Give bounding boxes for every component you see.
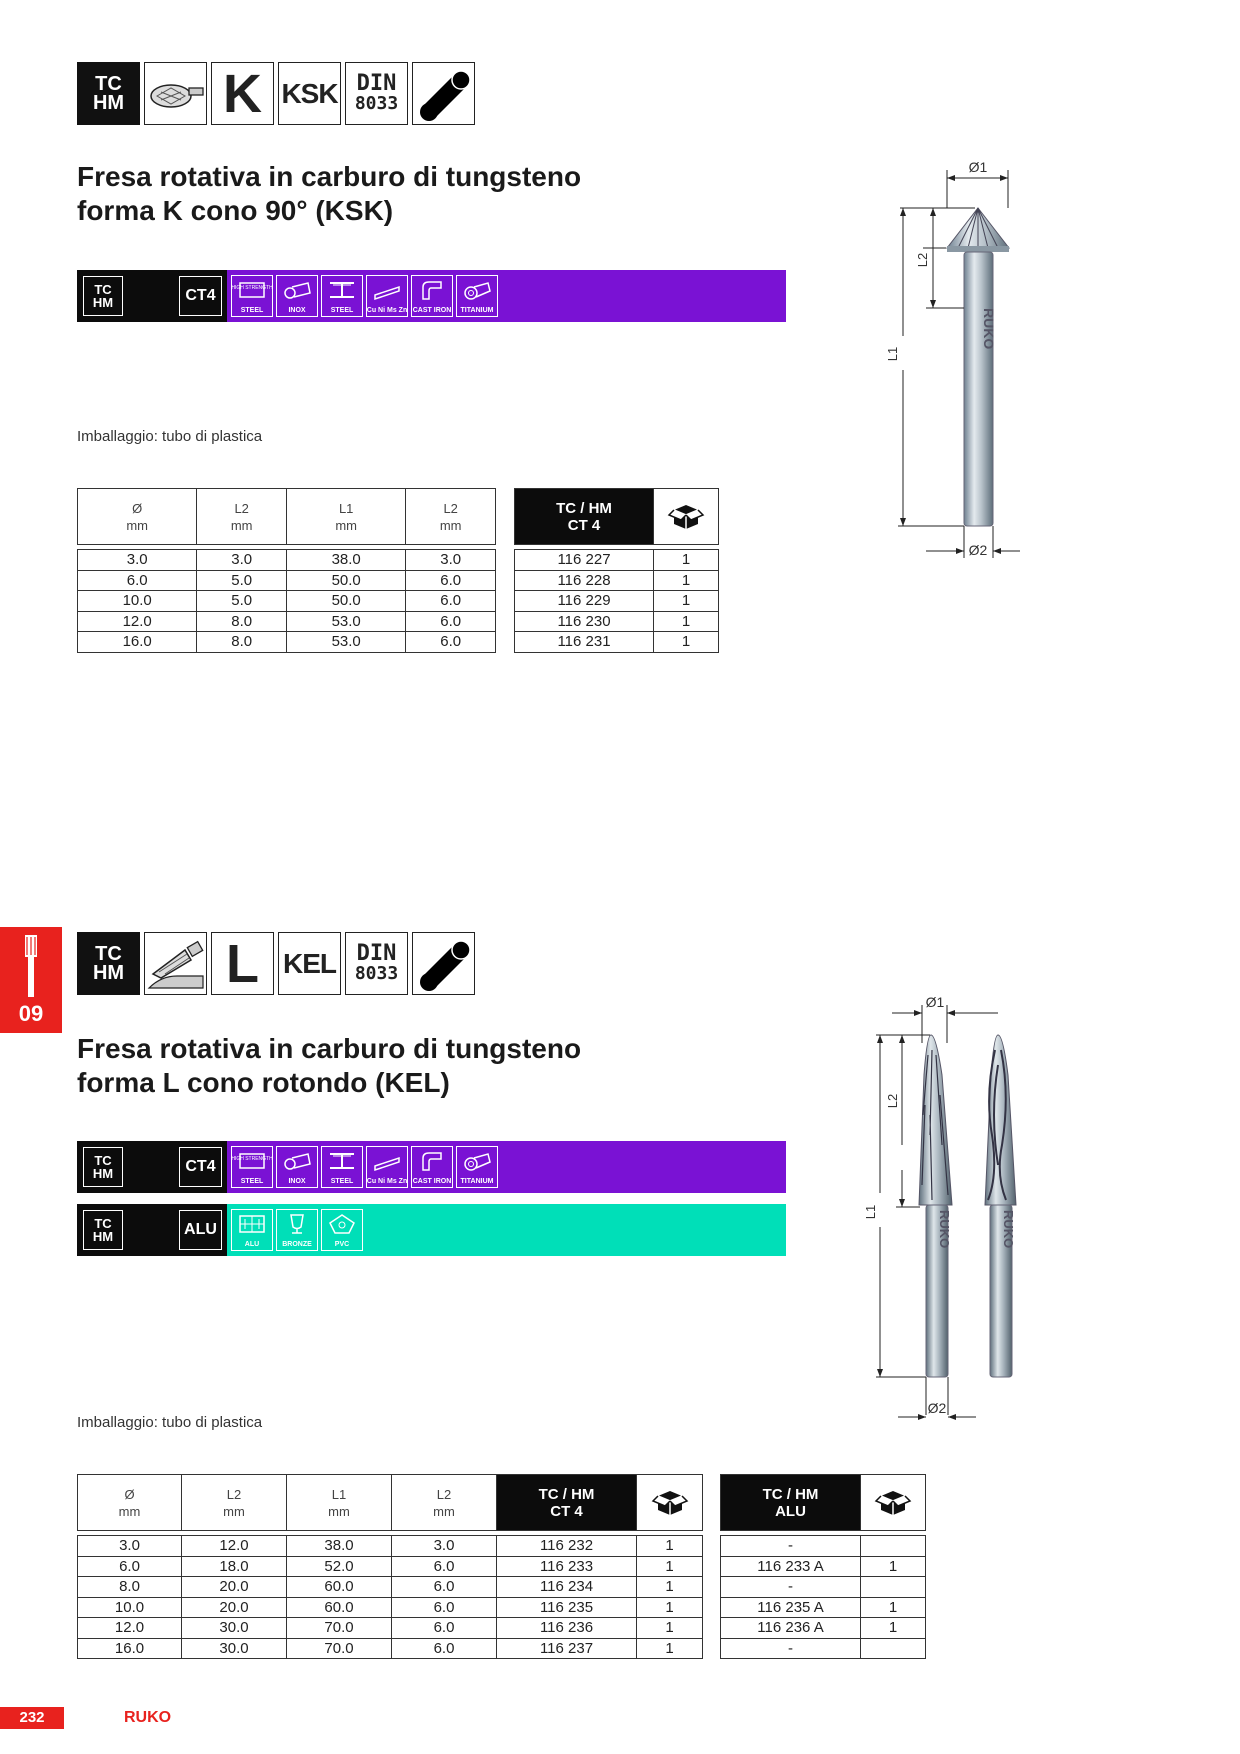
burr-shape-icon <box>144 932 207 995</box>
material-alu: ALU <box>231 1209 273 1251</box>
table-row: 8.0 20.0 60.0 6.0 116 234 1 <box>78 1577 703 1598</box>
package-box-icon <box>875 1486 911 1516</box>
table-row: - <box>721 1638 926 1659</box>
shape-letter-box: K <box>211 62 274 125</box>
shank-cylinder-icon <box>412 932 475 995</box>
table-row: - <box>721 1577 926 1598</box>
burr-tool-icon <box>24 935 38 997</box>
packaging-note: Imballaggio: tubo di plastica <box>77 428 263 445</box>
table-row: 116 227 1 <box>515 550 719 571</box>
table-row: 12.0 8.0 53.0 6.0 <box>78 611 496 632</box>
icon-row-kel <box>77 932 475 995</box>
chapter-number: 09 <box>18 1001 44 1026</box>
material-band-ct4 <box>77 270 786 322</box>
chapter-tab <box>0 927 62 1033</box>
col-article-ct4: TC / HM CT 4 <box>515 489 654 545</box>
col-l1: L1 mm <box>286 489 405 545</box>
col-article-alu: TC / HM ALU <box>721 1475 861 1531</box>
shape-code-box: KSK <box>278 62 341 125</box>
l1-label: L1 <box>885 346 900 362</box>
shape-code-box: KEL <box>278 932 341 995</box>
material-pvc: PVC <box>321 1209 363 1251</box>
tc-hm-icon: TC HM <box>77 932 140 995</box>
table-row: 116 236 A 1 <box>721 1618 926 1639</box>
col-diameter: Ø mm <box>78 489 197 545</box>
table-row: 3.0 3.0 38.0 3.0 <box>78 550 496 571</box>
icon-row-ksk <box>77 62 475 125</box>
table-row: 3.0 12.0 38.0 3.0 116 232 1 <box>78 1536 703 1557</box>
material-non-ferrous: Cu Ni Ms Zn <box>366 275 408 317</box>
d1-label: Ø1 <box>968 159 988 175</box>
order-table-alu <box>720 1474 926 1659</box>
table-row: 116 228 1 <box>515 570 719 591</box>
tc-hm-badge: TC HM <box>83 1210 123 1250</box>
table-row: 10.0 5.0 50.0 6.0 <box>78 591 496 612</box>
material-high-strength-steel: HIGH STRENGTH STEEL <box>231 275 273 317</box>
dimensions-table-kel <box>77 1474 703 1659</box>
table-row: 116 233 A 1 <box>721 1556 926 1577</box>
l1-label: L1 <box>863 1204 878 1220</box>
grade-code-badge: CT4 <box>179 276 222 316</box>
table-row: 6.0 18.0 52.0 6.0 116 233 1 <box>78 1556 703 1577</box>
material-band-ct4 <box>77 1141 786 1193</box>
svg-text:RUKO: RUKO <box>1001 1210 1016 1249</box>
material-non-ferrous: Cu Ni Ms Zn <box>366 1146 408 1188</box>
table-row: 12.0 30.0 70.0 6.0 116 236 1 <box>78 1618 703 1639</box>
material-high-strength-steel: HIGH STRENGTH STEEL <box>231 1146 273 1188</box>
d2-label: Ø2 <box>927 1400 947 1416</box>
material-inox: INOX <box>276 1146 318 1188</box>
col-shank: L2 mm <box>406 489 496 545</box>
tc-hm-badge: TC HM <box>83 276 123 316</box>
d2-label: Ø2 <box>968 542 988 558</box>
page-number: 232 <box>0 1707 64 1729</box>
brand-engraving: RUKO <box>981 308 997 350</box>
d1-label: Ø1 <box>925 994 945 1010</box>
grade-code-badge: CT4 <box>179 1147 222 1187</box>
grade-code-badge: ALU <box>179 1210 222 1250</box>
table-row: - <box>721 1536 926 1557</box>
tc-hm-icon: TC HM <box>77 62 140 125</box>
material-steel: STEEL <box>321 1146 363 1188</box>
shape-letter-box: L <box>211 932 274 995</box>
svg-text:HIGH STRENGTH: HIGH STRENGTH <box>231 1156 273 1162</box>
material-inox: INOX <box>276 275 318 317</box>
din-standard-icon: DIN 8033 <box>345 62 408 125</box>
table-row: 116 230 1 <box>515 611 719 632</box>
package-box-icon <box>652 1486 688 1516</box>
burr-drawing-kel <box>863 994 1040 1445</box>
din-standard-icon: DIN 8033 <box>345 932 408 995</box>
brand-engraving: RUKO <box>937 1210 952 1249</box>
col-l2: L2 mm <box>182 1475 287 1531</box>
brand-logo: RUKO <box>124 1709 172 1726</box>
material-titanium: TITANIUM <box>456 275 498 317</box>
product-title-ksk: Fresa rotativa in carburo di tungsteno forma K cono 90° (KSK) <box>77 161 582 226</box>
product-title-kel: Fresa rotativa in carburo di tungsteno forma L cono rotondo (KEL) <box>77 1033 582 1098</box>
material-steel: STEEL <box>321 275 363 317</box>
table-row: 6.0 5.0 50.0 6.0 <box>78 570 496 591</box>
tc-hm-badge: TC HM <box>83 1147 123 1187</box>
l2-label: L2 <box>885 1093 900 1109</box>
table-row: 16.0 30.0 70.0 6.0 116 237 1 <box>78 1638 703 1659</box>
material-cast-iron: CAST IRON <box>411 1146 453 1188</box>
burr-drawing-ksk <box>880 160 1030 570</box>
table-row: 116 235 A 1 <box>721 1597 926 1618</box>
packaging-note: Imballaggio: tubo di plastica <box>77 1414 263 1431</box>
table-row: 116 229 1 <box>515 591 719 612</box>
material-band-alu <box>77 1204 786 1256</box>
burr-shape-icon <box>144 62 207 125</box>
material-cast-iron: CAST IRON <box>411 275 453 317</box>
material-titanium: TITANIUM <box>456 1146 498 1188</box>
svg-text:HIGH STRENGTH: HIGH STRENGTH <box>231 285 273 291</box>
col-package-qty <box>861 1475 926 1531</box>
package-box-icon <box>668 500 704 530</box>
table-row: 10.0 20.0 60.0 6.0 116 235 1 <box>78 1597 703 1618</box>
col-l2: L2 mm <box>197 489 287 545</box>
l2-label: L2 <box>915 252 930 268</box>
col-article-ct4: TC / HM CT 4 <box>497 1475 637 1531</box>
material-bronze: BRONZE <box>276 1209 318 1251</box>
col-l1: L1 mm <box>287 1475 392 1531</box>
shank-cylinder-icon <box>412 62 475 125</box>
table-row: 16.0 8.0 53.0 6.0 <box>78 632 496 653</box>
col-package-qty <box>637 1475 703 1531</box>
col-shank: L2 mm <box>392 1475 497 1531</box>
table-row: 116 231 1 <box>515 632 719 653</box>
order-table-ksk <box>514 488 719 653</box>
col-diameter: Ø mm <box>78 1475 182 1531</box>
col-package-qty <box>654 489 719 545</box>
dimensions-table-ksk <box>77 488 496 653</box>
